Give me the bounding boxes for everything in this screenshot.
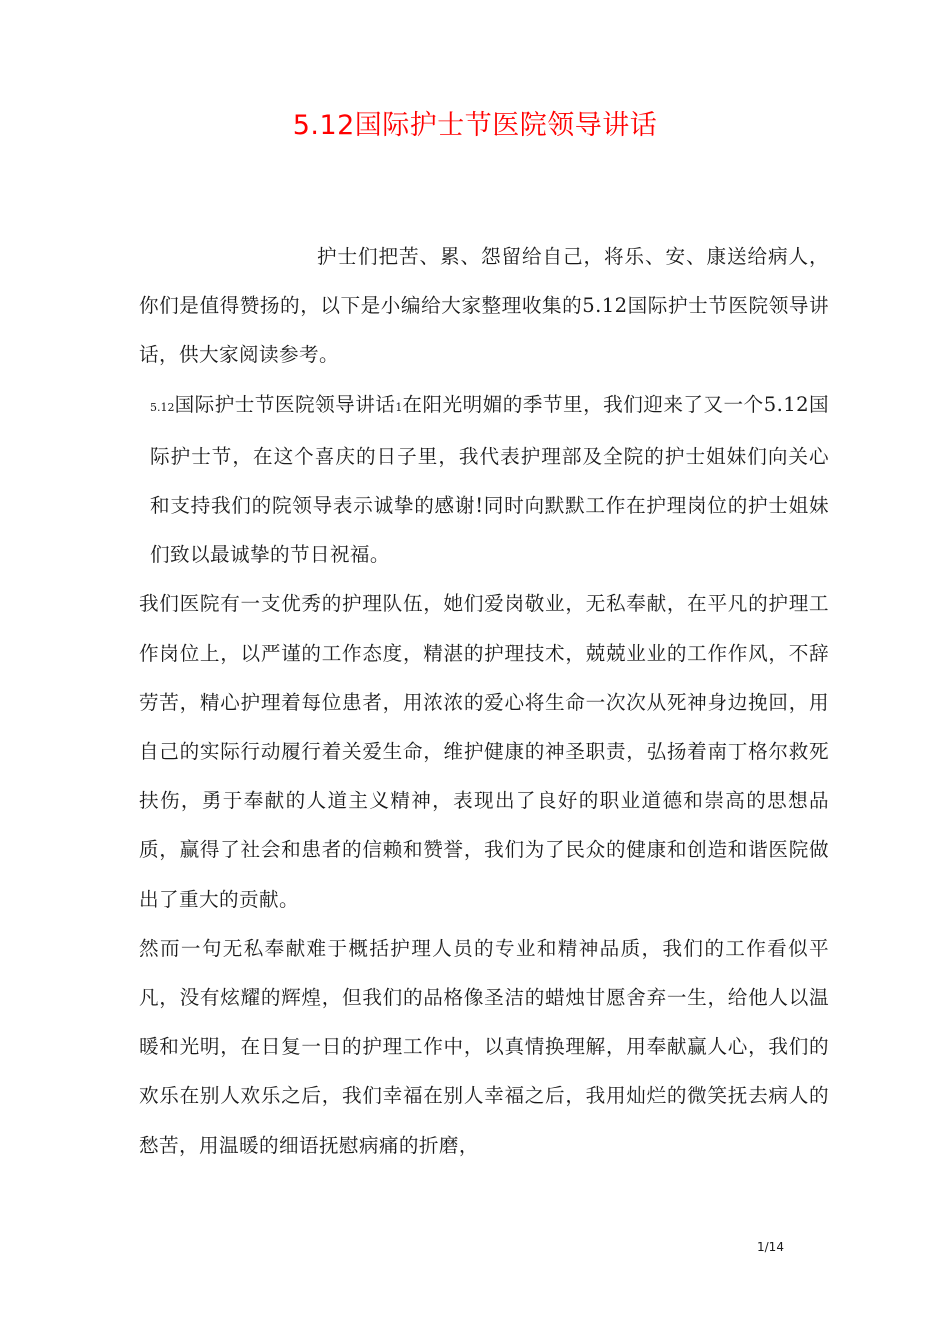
section-heading-text: 国际护士节医院领导讲话	[174, 392, 396, 416]
section-heading-number: 1	[395, 400, 403, 414]
section-heading-prefix: 5.12	[150, 400, 175, 414]
document-title: 5.12国际护士节医院领导讲话	[292, 110, 658, 141]
page-number: 1/14	[757, 1240, 784, 1254]
document-body	[139, 232, 829, 1170]
body-paragraph-3: 然而一句无私奉献难于概括护理人员的专业和精神品质，我们的工作看似平凡，没有炫耀的辉煌，但我们的品格像圣洁的蜡烛甘愿舍弃一生，给他人以温暖和光明，在日复一日的护理工作中，以真情换理解，用奉献赢人心，我们的欢乐在别人欢乐之后，我们幸福在别人幸福之后，我用灿烂的微笑抚去病人的愁苦，用温暖的细语抚慰病痛的折磨，	[139, 936, 829, 1157]
body-paragraph-2: 我们医院有一支优秀的护理队伍，她们爱岗敬业，无私奉献，在平凡的护理工作岗位上，以严谨的工作态度，精湛的护理技术，兢兢业业的工作作风，不辞劳苦，精心护理着每位患者，用浓浓的爱心将生命一次次从死神身边挽回，用自己的实际行动履行着关爱生命，维护健康的神圣职责，弘扬着南丁格尔救死扶伤，勇于奉献的人道主义精神，表现出了良好的职业道德和崇高的思想品质，赢得了社会和患者的信赖和赞誉，我们为了民众的健康和创造和谐医院做出了重大的贡献。	[139, 592, 829, 911]
section-paragraph-text: 在阳光明媚的季节里，我们迎来了又一个5.12国际护士节，在这个喜庆的日子里，我代表护理部及全院的护士姐妹们向关心和支持我们的院领导表示诚挚的感谢!同时向默默工作在护理岗位的护士姐妹们致以最诚挚的节日祝福。	[150, 392, 829, 567]
section-paragraph-1	[139, 380, 829, 580]
intro-paragraph: 护士们把苦、累、怨留给自己，将乐、安、康送给病人，你们是值得赞扬的，以下是小编给大家整理收集的5.12国际护士节医院领导讲话，供大家阅读参考。	[139, 245, 829, 367]
